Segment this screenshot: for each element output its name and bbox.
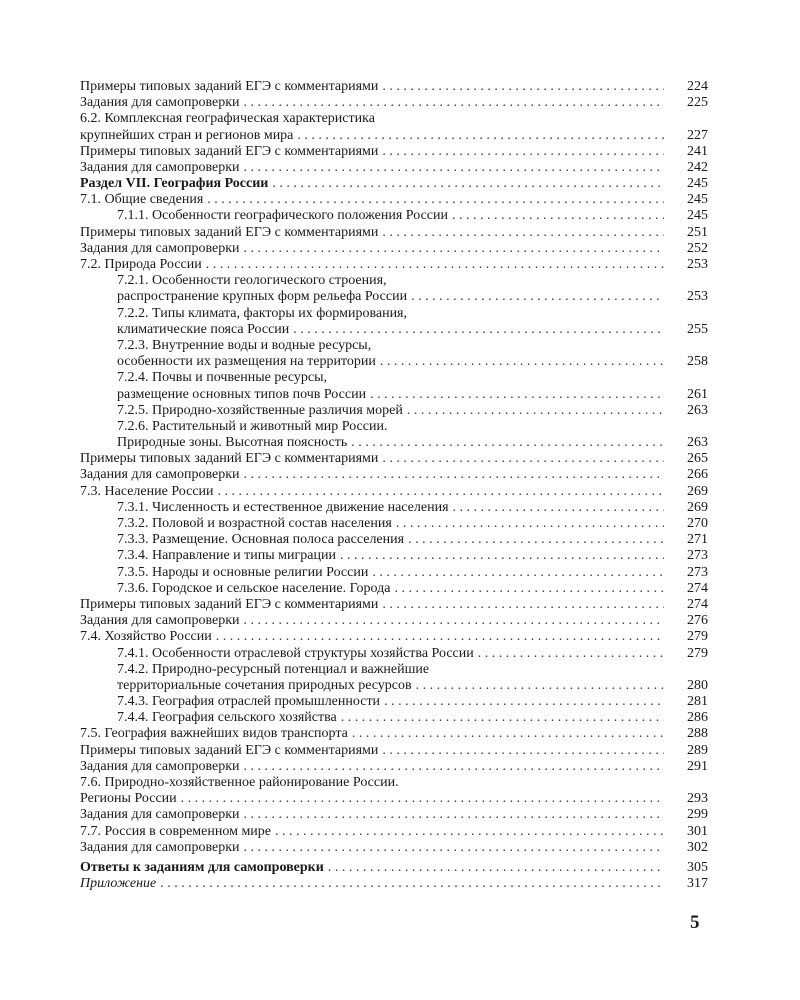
- toc-entry: [80, 95, 708, 111]
- toc-entry-title: 7.7. Россия в современном мире: [80, 823, 272, 839]
- toc-entry-page: 302: [687, 839, 708, 855]
- toc-entry: [80, 759, 708, 775]
- toc-entry-title: Задания для самопроверки: [80, 613, 240, 629]
- toc-leader-dots: [275, 824, 664, 840]
- toc-entry-page: 289: [687, 742, 708, 758]
- toc-entry: [80, 209, 708, 225]
- toc-entry-title: Задания для самопроверки: [80, 159, 240, 175]
- toc-entry-page: 273: [687, 564, 708, 580]
- toc-entry-page: 286: [687, 710, 708, 726]
- toc-entry-title: 7.2.6. Растительный и животный мир России.: [117, 418, 388, 434]
- toc-leader-dots: [181, 791, 664, 807]
- toc-leader-dots: [244, 95, 664, 111]
- toc-entry-title: 7.3.6. Городское и сельское население. Города: [117, 580, 391, 596]
- toc-entry-title: Приложение: [80, 876, 157, 892]
- toc-entry-title: Раздел VII. География России: [80, 176, 269, 192]
- toc-entry-page: 288: [687, 726, 708, 742]
- toc-entry: [80, 824, 708, 840]
- toc-leader-dots: [382, 79, 664, 95]
- toc-entry: [80, 840, 708, 856]
- toc-entry-title: 7.1.1. Особенности географического положения России: [117, 208, 448, 224]
- toc-leader-dots: [297, 128, 664, 144]
- toc-entry-page: 280: [687, 677, 708, 693]
- toc-entry-title: размещение основных типов почв России: [117, 386, 367, 402]
- toc-leader-dots: [382, 451, 664, 467]
- toc-entry: [80, 79, 708, 95]
- toc-leader-dots: [380, 354, 664, 370]
- toc-entry-page: 245: [687, 208, 708, 224]
- toc-leader-dots: [452, 208, 664, 224]
- toc-entry-page: 258: [687, 354, 708, 370]
- toc-entry-title: Примеры типовых заданий ЕГЭ с комментариями: [80, 78, 379, 94]
- toc-entry-title: особенности их размещения на территории: [117, 354, 376, 370]
- toc-entry-title: 7.2.5. Природно-хозяйственные различия морей: [117, 402, 403, 418]
- toc-entry-title: 7.4.4. География сельского хозяйства: [117, 710, 337, 726]
- toc-entry: [80, 516, 708, 532]
- toc-entry-page: 293: [687, 791, 708, 807]
- toc-leader-dots: [244, 160, 664, 176]
- toc-entry-title: Задания для самопроверки: [80, 467, 240, 483]
- toc-entry-title: Примеры типовых заданий ЕГЭ с комментариями: [80, 143, 379, 159]
- toc-leader-dots: [394, 581, 664, 597]
- toc-entry-page: 269: [687, 499, 708, 515]
- toc-entry: [80, 225, 708, 241]
- toc-entry-title: 7.3.1. Численность и естественное движение населения: [117, 499, 449, 515]
- toc-entry: [80, 176, 708, 192]
- toc-entry-page: 291: [687, 758, 708, 774]
- toc-entry-page: 269: [687, 483, 708, 499]
- toc-entry-page: 305: [687, 859, 708, 875]
- toc-entry: [80, 241, 708, 257]
- toc-entry-page: 263: [687, 402, 708, 418]
- toc-entry-page: 301: [687, 823, 708, 839]
- toc-entry-title: 6.2. Комплексная географическая характеристика: [80, 111, 375, 127]
- toc-entry-title: 7.2.2. Типы климата, факторы их формирования,: [117, 305, 408, 321]
- toc-entry-title: 7.3.2. Половой и возрастной состав населения: [117, 516, 392, 532]
- toc-entry: [80, 565, 708, 581]
- toc-leader-dots: [382, 225, 664, 241]
- toc-leader-dots: [453, 500, 664, 516]
- toc-entry-title: 7.3. Население России: [80, 483, 214, 499]
- toc-entry-title: 7.4. Хозяйство России: [80, 629, 212, 645]
- toc-entry: [80, 500, 708, 516]
- toc-entry-page: 241: [687, 143, 708, 159]
- toc-entry-page: 251: [687, 224, 708, 240]
- toc-entry: [80, 791, 708, 807]
- toc-entry-title: Примеры типовых заданий ЕГЭ с комментариями: [80, 224, 379, 240]
- toc-leader-dots: [382, 743, 664, 759]
- toc-leader-dots: [382, 144, 664, 160]
- toc-entry-title: 7.4.2. Природно-ресурсный потенциал и важнейшие: [117, 661, 430, 677]
- toc-leader-dots: [244, 759, 664, 775]
- toc-entry-page: 224: [687, 78, 708, 94]
- toc-leader-dots: [351, 435, 664, 451]
- toc-entry-page: 253: [687, 257, 708, 273]
- toc-entry-title: 7.4.3. География отраслей промышленности: [117, 694, 381, 710]
- toc-entry-page: 225: [687, 95, 708, 111]
- toc-entry-page: 279: [687, 629, 708, 645]
- toc-entry: [80, 532, 708, 548]
- toc-entry: [80, 678, 708, 694]
- toc-entry-page: 271: [687, 532, 708, 548]
- toc-leader-dots: [407, 403, 664, 419]
- toc-leader-dots: [244, 840, 664, 856]
- toc-leader-dots: [384, 694, 664, 710]
- toc-entry: [80, 710, 708, 726]
- toc-entry: [80, 144, 708, 160]
- toc-entry-page: 263: [687, 435, 708, 451]
- toc-entry: [80, 451, 708, 467]
- toc-entry-title: 7.2.4. Почвы и почвенные ресурсы,: [117, 370, 328, 386]
- toc-leader-dots: [352, 726, 664, 742]
- toc-entry: [80, 775, 708, 791]
- toc-entry-page: 245: [687, 192, 708, 208]
- toc-entry-page: 317: [687, 876, 708, 892]
- toc-entry-title: Задания для самопроверки: [80, 807, 240, 823]
- toc-leader-dots: [293, 322, 664, 338]
- toc-entry-title: Задания для самопроверки: [80, 95, 240, 111]
- toc-entry: [80, 435, 708, 451]
- toc-entry-title: 7.4.1. Особенности отраслевой структуры хозяйства России: [117, 645, 474, 661]
- toc-leader-dots: [272, 176, 664, 192]
- toc-leader-dots: [341, 710, 664, 726]
- toc-entry: [80, 581, 708, 597]
- toc-entry: [80, 860, 708, 876]
- toc-entry-page: 245: [687, 176, 708, 192]
- toc-leader-dots: [416, 678, 664, 694]
- toc-entry: [80, 646, 708, 662]
- toc-entry: [80, 370, 708, 386]
- toc-entry: [80, 468, 708, 484]
- toc-entry: [80, 548, 708, 564]
- toc-entry-title: Природные зоны. Высотная поясность: [117, 435, 348, 451]
- toc-entry-title: Задания для самопроверки: [80, 839, 240, 855]
- toc-entry-title: 7.3.3. Размещение. Основная полоса расселения: [117, 532, 405, 548]
- toc-entry-page: 255: [687, 321, 708, 337]
- toc-entry: [80, 694, 708, 710]
- toc-entry: [80, 160, 708, 176]
- toc-entry: [80, 322, 708, 338]
- toc-leader-dots: [216, 629, 664, 645]
- toc-leader-dots: [244, 467, 664, 483]
- toc-entry-title: распространение крупных форм рельефа России: [117, 289, 408, 305]
- toc-leader-dots: [396, 516, 664, 532]
- toc-entry-page: 252: [687, 240, 708, 256]
- toc-leader-dots: [206, 257, 664, 273]
- toc-entry: [80, 273, 708, 289]
- toc-entry: [80, 662, 708, 678]
- toc-entry-title: 7.1. Общие сведения: [80, 192, 204, 208]
- toc-leader-dots: [244, 241, 664, 257]
- toc-entry-title: Примеры типовых заданий ЕГЭ с комментариями: [80, 742, 379, 758]
- toc-entry-page: 273: [687, 548, 708, 564]
- page-number: 5: [690, 912, 700, 933]
- toc-entry-page: 276: [687, 613, 708, 629]
- toc-entry-page: 265: [687, 451, 708, 467]
- toc-entry-title: 7.2.1. Особенности геологического строения,: [117, 273, 387, 289]
- toc-entry-page: 253: [687, 289, 708, 305]
- toc-entry-title: 7.3.4. Направление и типы миграции: [117, 548, 336, 564]
- toc-entry-page: 242: [687, 159, 708, 175]
- toc-entry-title: Регионы России: [80, 791, 177, 807]
- toc-entry-title: 7.2. Природа России: [80, 257, 202, 273]
- toc-entry-title: Примеры типовых заданий ЕГЭ с комментариями: [80, 596, 379, 612]
- toc-entry: [80, 306, 708, 322]
- toc-entry-title: 7.3.5. Народы и основные религии России: [117, 564, 369, 580]
- toc-entry-page: 274: [687, 580, 708, 596]
- toc-entry-title: Примеры типовых заданий ЕГЭ с комментариями: [80, 451, 379, 467]
- toc-entry: [80, 419, 708, 435]
- toc-entry-page: 227: [687, 127, 708, 143]
- toc-entry: [80, 289, 708, 305]
- toc-leader-dots: [370, 387, 664, 403]
- toc-entry: [80, 613, 708, 629]
- toc-leader-dots: [244, 807, 664, 823]
- toc-leader-dots: [328, 860, 664, 876]
- toc-entry: [80, 597, 708, 613]
- toc-entry: [80, 257, 708, 273]
- toc-entry-page: 279: [687, 645, 708, 661]
- toc-entry: [80, 111, 708, 127]
- toc-entry-title: климатические пояса России: [117, 321, 290, 337]
- toc-entry: [80, 743, 708, 759]
- toc-entry: [80, 403, 708, 419]
- toc-entry: [80, 807, 708, 823]
- toc-leader-dots: [408, 532, 664, 548]
- toc-entry: [80, 354, 708, 370]
- toc-leader-dots: [382, 597, 664, 613]
- toc-leader-dots: [160, 876, 664, 892]
- toc-leader-dots: [207, 192, 664, 208]
- toc-entry-page: 266: [687, 467, 708, 483]
- toc-leader-dots: [411, 289, 664, 305]
- toc-entry: [80, 876, 708, 892]
- toc-entry: [80, 192, 708, 208]
- toc-leader-dots: [372, 565, 664, 581]
- toc-entry-page: 274: [687, 596, 708, 612]
- toc-leader-dots: [340, 548, 664, 564]
- toc-entry-page: 299: [687, 807, 708, 823]
- toc-leader-dots: [478, 646, 664, 662]
- toc-entry-title: 7.2.3. Внутренние воды и водные ресурсы,: [117, 337, 372, 353]
- toc-entry-title: Задания для самопроверки: [80, 758, 240, 774]
- toc-entry: [80, 727, 708, 743]
- toc-leader-dots: [244, 613, 664, 629]
- toc-entry-page: 261: [687, 386, 708, 402]
- toc-entry-title: крупнейших стран и регионов мира: [80, 127, 294, 143]
- toc-entry-title: 7.6. Природно-хозяйственное районирование России.: [80, 775, 399, 791]
- table-of-contents: [80, 79, 708, 892]
- toc-entry: [80, 128, 708, 144]
- toc-entry-page: 270: [687, 516, 708, 532]
- toc-entry-page: 281: [687, 694, 708, 710]
- toc-leader-dots: [218, 484, 664, 500]
- toc-entry-title: Задания для самопроверки: [80, 240, 240, 256]
- toc-entry: [80, 387, 708, 403]
- toc-entry: [80, 338, 708, 354]
- toc-entry-title: Ответы к заданиям для самопроверки: [80, 859, 324, 875]
- toc-entry-title: территориальные сочетания природных ресурсов: [117, 677, 412, 693]
- toc-entry-title: 7.5. География важнейших видов транспорта: [80, 726, 348, 742]
- toc-entry: [80, 484, 708, 500]
- toc-entry: [80, 629, 708, 645]
